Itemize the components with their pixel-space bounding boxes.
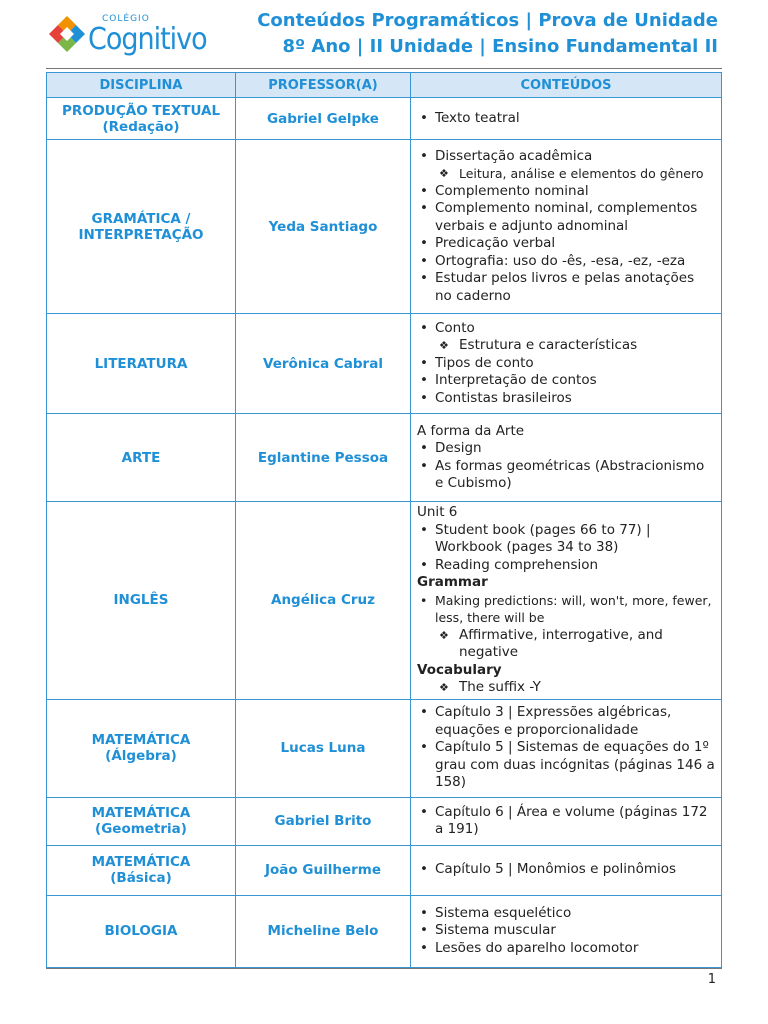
- table-row: [47, 140, 722, 314]
- content-item: • Texto teatral: [417, 110, 715, 128]
- column-header-disciplina: DISCIPLINA: [47, 73, 236, 98]
- content-item: • Lesões do aparelho locomotor: [417, 940, 715, 958]
- disciplina-name: LITERATURA: [94, 355, 188, 372]
- disciplina-sub: (Básica): [110, 870, 172, 886]
- disciplina-sub: (Geometria): [95, 821, 187, 837]
- conteudos-cell: [411, 895, 722, 967]
- content-item: • Interpretação de contos: [417, 372, 715, 390]
- disciplina-sub: (Redação): [102, 118, 180, 135]
- content-item: • Capítulo 5 | Monômios e polinômios: [417, 861, 715, 879]
- conteudos-cell: [411, 797, 722, 845]
- table-row: [47, 502, 722, 700]
- table-row: [47, 699, 722, 797]
- content-subitem: ❖ Affirmative, interrogative, and negative: [417, 627, 715, 662]
- disciplina-cell: [47, 895, 236, 967]
- table-row: [47, 414, 722, 502]
- disciplina-cell: [47, 414, 236, 502]
- logo-name: Cognitivo: [88, 22, 207, 57]
- disciplina-name: PRODUÇÃO TEXTUAL: [61, 102, 221, 119]
- professor-cell: Gabriel Gelpke: [236, 98, 411, 140]
- disciplina-cell: [47, 797, 236, 845]
- disciplina-cell: [47, 98, 236, 140]
- disciplina-name: MATEMÁTICA: [91, 732, 191, 748]
- conteudos-cell: [411, 414, 722, 502]
- content-item: • Ortografia: uso do -ês, -esa, -ez, -eza: [417, 253, 715, 271]
- content-item: • Complemento nominal, complementos verbais e adjunto adnominal: [417, 200, 715, 235]
- table-row: [47, 98, 722, 140]
- header-divider: [46, 68, 722, 69]
- professor-cell: Eglantine Pessoa: [236, 414, 411, 502]
- professor-cell: Yeda Santiago: [236, 140, 411, 314]
- content-item: • Capítulo 6 | Área e volume (páginas 172 a 191): [417, 804, 715, 839]
- content-item: • Sistema muscular: [417, 922, 715, 940]
- content-item: • Design: [417, 440, 715, 458]
- column-header-conteudos: CONTEÚDOS: [411, 73, 722, 98]
- disciplina-cell: [47, 845, 236, 895]
- content-item: • Student book (pages 66 to 77) | Workbook (pages 34 to 38): [417, 522, 715, 557]
- column-header-professor: PROFESSOR(A): [236, 73, 411, 98]
- content-heading-grammar: Grammar: [417, 574, 488, 590]
- content-item: • Making predictions: will, won't, more, fewer, less, there will be: [417, 592, 715, 627]
- table-row: [47, 797, 722, 845]
- conteudos-cell: [411, 502, 722, 700]
- content-subitem: ❖ The suffix -Y: [417, 679, 715, 697]
- table-row: [47, 314, 722, 414]
- conteudos-cell: [411, 140, 722, 314]
- disciplina-name: BIOLOGIA: [104, 923, 178, 939]
- table-row: [47, 895, 722, 967]
- content-item: • Capítulo 5 | Sistemas de equações do 1º grau com duas incógnitas (páginas 146 a 158): [417, 739, 715, 792]
- content-item: • Sistema esquelético: [417, 905, 715, 923]
- page-subtitle: 8º Ano | II Unidade | Ensino Fundamental II: [282, 36, 718, 57]
- content-item: • Complemento nominal: [417, 183, 715, 201]
- conteudos-cell: [411, 699, 722, 797]
- content-heading: Unit 6: [417, 504, 458, 520]
- page-number: 1: [707, 972, 716, 987]
- disciplina-cell: [47, 140, 236, 314]
- content-item: • Dissertação acadêmica: [417, 148, 715, 166]
- professor-cell: Angélica Cruz: [236, 502, 411, 700]
- page-header: [0, 0, 768, 70]
- professor-cell: Lucas Luna: [236, 699, 411, 797]
- table-row: [47, 845, 722, 895]
- professor-cell: Verônica Cabral: [236, 314, 411, 414]
- content-item: • Contistas brasileiros: [417, 390, 715, 408]
- logo-diamond-icon: [48, 15, 86, 53]
- page-title: Conteúdos Programáticos | Prova de Unidade: [257, 10, 718, 31]
- disciplina-cell: [47, 502, 236, 700]
- contents-table: [46, 72, 722, 968]
- content-item: • Estudar pelos livros e pelas anotações no caderno: [417, 270, 715, 305]
- disciplina-sub: INTERPRETAÇÃO: [78, 226, 204, 243]
- content-subitem: ❖ Estrutura e características: [417, 337, 715, 355]
- content-heading: A forma da Arte: [417, 422, 525, 439]
- professor-cell: João Guilherme: [236, 845, 411, 895]
- content-heading-vocabulary: Vocabulary: [417, 661, 502, 678]
- content-item: • Predicação verbal: [417, 235, 715, 253]
- professor-cell: Micheline Belo: [236, 895, 411, 967]
- content-item: • Reading comprehension: [417, 557, 715, 575]
- disciplina-cell: [47, 699, 236, 797]
- conteudos-cell: [411, 314, 722, 414]
- school-logo: [48, 12, 208, 62]
- disciplina-name: MATEMÁTICA: [91, 805, 191, 821]
- disciplina-name: INGLÊS: [113, 592, 169, 609]
- content-item: • Capítulo 3 | Expressões algébricas, equações e proporcionalidade: [417, 704, 715, 739]
- content-item: • As formas geométricas (Abstracionismo e Cubismo): [417, 458, 715, 493]
- professor-cell: Gabriel Brito: [236, 797, 411, 845]
- conteudos-cell: [411, 98, 722, 140]
- logo-small-text: COLÉGIO: [102, 14, 150, 24]
- conteudos-cell: [411, 845, 722, 895]
- disciplina-cell: [47, 314, 236, 414]
- content-item: • Conto: [417, 320, 715, 338]
- disciplina-name: MATEMÁTICA: [91, 854, 191, 870]
- table-header-row: [47, 73, 722, 98]
- disciplina-name: GRAMÁTICA /: [91, 210, 191, 227]
- disciplina-name: ARTE: [121, 449, 161, 466]
- content-item: • Tipos de conto: [417, 355, 715, 373]
- disciplina-sub: (Álgebra): [105, 748, 177, 764]
- footer-divider: [46, 968, 722, 969]
- content-subitem: ❖ Leitura, análise e elementos do gênero: [417, 165, 715, 183]
